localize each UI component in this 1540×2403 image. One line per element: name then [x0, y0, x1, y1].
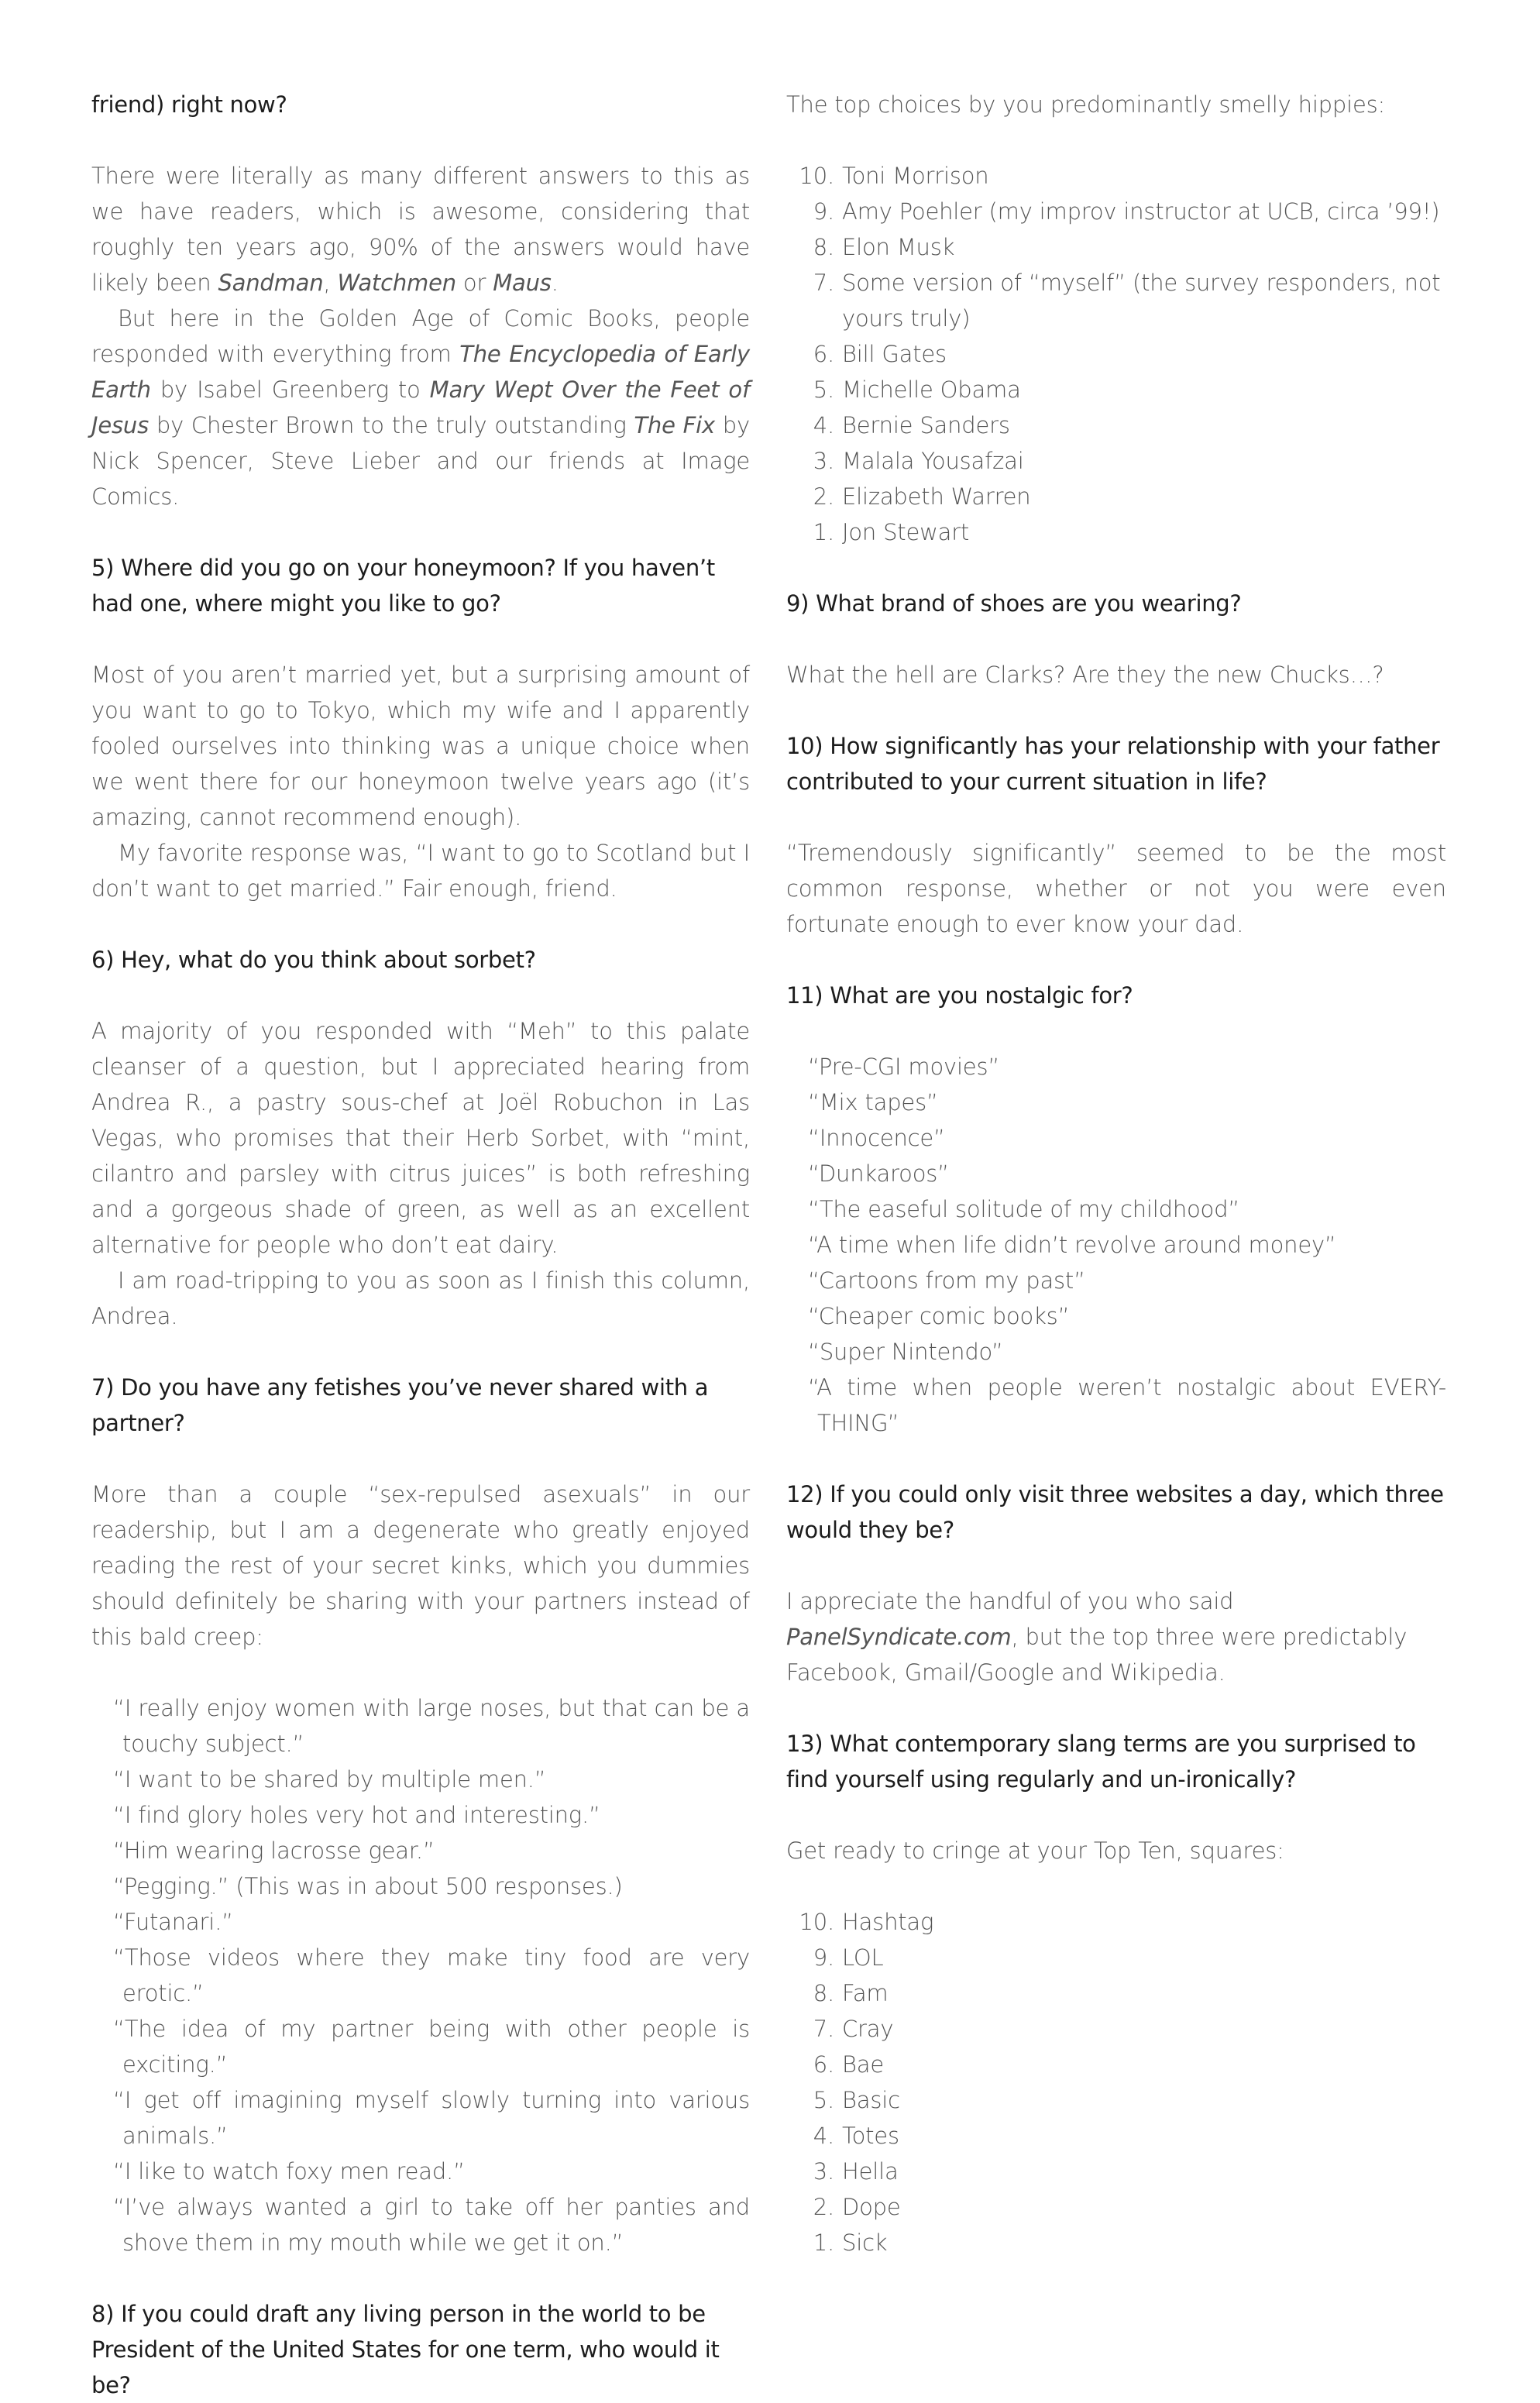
answer-13-intro: Get ready to cringe at your Top Ten, squares: — [786, 1837, 1284, 1864]
president-top-ten-list — [786, 158, 1446, 550]
list-item: 6. Bae — [813, 2051, 885, 2078]
list-item: 3. Malala Yousafzai — [813, 448, 1024, 474]
list-item: 7. Cray — [813, 2016, 894, 2042]
fetish-quotes-list — [91, 1690, 750, 2260]
list-item: “Pre-CGI movies” — [808, 1054, 1000, 1080]
list-item: “I find glory holes very hot and interesting.” — [113, 1802, 600, 1828]
slang-top-ten-list — [786, 1904, 1446, 2260]
list-item: “Pegging.” (This was in about 500 responses.) — [113, 1873, 623, 1899]
answer-9: What the hell are Clarks? Are they the new Chucks…? — [786, 662, 1384, 688]
list-item: “I want to be shared by multiple men.” — [113, 1766, 546, 1793]
list-item: 9. LOL — [813, 1944, 884, 1971]
list-item: “Cheaper comic books” — [808, 1303, 1070, 1329]
list-item: 5. Basic — [813, 2087, 900, 2113]
list-item: 1. Sick — [813, 2229, 888, 2256]
list-item: “I get off imagining myself slowly turning into various animals.” — [113, 2087, 750, 2149]
list-item: “Cartoons from my past” — [808, 1267, 1085, 1294]
list-item: 2. Dope — [813, 2194, 901, 2220]
answer-5-paragraph-2: My favorite response was, “I want to go to Scotland but I don’t want to get married.” Fair enough, friend. — [91, 840, 750, 902]
answer-6-paragraph-1: A majority of you responded with “Meh” to this palate cleanser of a question, but I appreciated hearing from Andrea R., a pastry sous-chef at Joël Robuchon in Las Vegas, who promises that their Herb Sorbet, with “mint, cilantro and parsley with citrus juices” is both refreshing and a gorgeous shade of green, as well as an excellent alternative for people who don’t eat dairy. — [91, 1018, 750, 1258]
answer-8-intro: The top choices by you predominantly smelly hippies: — [786, 91, 1386, 118]
left-column — [91, 87, 750, 2403]
answer-10: “Tremendously significantly” seemed to be the most common response, whether or not you were even fortunate enough to ever know your dad. — [786, 840, 1446, 937]
list-item: “The easeful solitude of my childhood” — [808, 1196, 1240, 1222]
list-item: “Super Nintendo” — [808, 1339, 1003, 1365]
list-item: “The idea of my partner being with other people is exciting.” — [113, 2016, 750, 2078]
list-item: “Him wearing lacrosse gear.” — [113, 1837, 435, 1864]
question-11: 11) What are you nostalgic for? — [786, 982, 1133, 1009]
list-item: “Those videos where they make tiny food are very erotic.” — [113, 1944, 750, 2006]
answer-12: I appreciate the handful of you who said PanelSyndicate.com, but the top three were predictably Facebook, Gmail/Google and Wikipedia. — [786, 1588, 1408, 1686]
list-item: 2. Elizabeth Warren — [813, 483, 1031, 510]
list-item: 9. Amy Poehler (my improv instructor at UCB, circa ’99!) — [813, 198, 1440, 225]
list-item: 4. Bernie Sanders — [813, 412, 1010, 438]
answer-7-paragraph: More than a couple “sex-repulsed asexuals” in our readership, but I am a degenerate who greatly enjoyed reading the rest of your secret kinks, which you dummies should definitely be sharing with your partners instead of this bald creep: — [91, 1481, 750, 1650]
list-item: 4. Totes — [813, 2123, 899, 2149]
list-item: “A time when people weren’t nostalgic about EVERY-THING” — [808, 1374, 1446, 1436]
list-item: “I’ve always wanted a girl to take off her panties and shove them in my mouth while we get it on.” — [113, 2194, 750, 2256]
list-item: “Futanari.” — [113, 1909, 233, 1935]
list-item: “Mix tapes” — [808, 1089, 938, 1116]
answer-5-paragraph-1: Most of you aren’t married yet, but a surprising amount of you want to go to Tokyo, which my wife and I apparently fooled ourselves into thinking was a unique choice when we went there for our honeymoon twelve years ago (it’s amazing, cannot recommend enough). — [91, 662, 750, 830]
question-9: 9) What brand of shoes are you wearing? — [786, 590, 1242, 617]
question-4-tail: friend) right now? — [91, 91, 287, 118]
list-item: “A time when life didn’t revolve around money” — [808, 1232, 1336, 1258]
list-item: “Innocence” — [808, 1125, 945, 1151]
list-item: “Dunkaroos” — [808, 1160, 949, 1187]
answer-4-paragraph-1: There were literally as many different answers to this as we have readers, which is awesome, considering that roughly ten years ago, 90% of the answers would have likely been Sandman, Watchmen or Maus. — [91, 163, 750, 296]
list-item: 3. Hella — [813, 2158, 899, 2185]
question-10: 10) How significantly has your relationship with your father contributed to your current situation in life? — [786, 733, 1440, 795]
list-item: 10. Hashtag — [799, 1909, 934, 1935]
list-item: 10. Toni Morrison — [799, 163, 989, 189]
right-column — [786, 87, 1446, 2260]
list-item: “I like to watch foxy men read.” — [113, 2158, 465, 2185]
question-13: 13) What contemporary slang terms are you surprised to find yourself using regularly and un-ironically? — [786, 1731, 1416, 1793]
question-5: 5) Where did you go on your honeymoon? If you haven’t had one, where might you like to go? — [91, 555, 715, 617]
question-8: 8) If you could draft any living person in the world to be President of the United States for one term, who would it be? — [91, 2301, 720, 2398]
answer-6-paragraph-2: I am road-tripping to you as soon as I finish this column, Andrea. — [91, 1267, 750, 1329]
list-item: 8. Elon Musk — [813, 234, 955, 260]
answer-4-paragraph-2: But here in the Golden Age of Comic Books, people responded with everything from The Encyclopedia of Early Earth by Isabel Greenberg to Mary Wept Over the Feet of Jesus by Chester Brown to the truly outstanding The Fix by Nick Spencer, Steve Lieber and our friends at Image Comics. — [91, 305, 750, 510]
question-6: 6) Hey, what do you think about sorbet? — [91, 947, 536, 973]
list-item: 7. Some version of “myself” (the survey responders, not yours truly) — [813, 270, 1441, 332]
list-item: 5. Michelle Obama — [813, 376, 1021, 403]
list-item: 8. Fam — [813, 1980, 889, 2006]
question-12: 12) If you could only visit three websites a day, which three would they be? — [786, 1481, 1444, 1543]
list-item: 1. Jon Stewart — [813, 519, 970, 545]
nostalgia-quotes-list — [786, 1049, 1446, 1441]
question-7: 7) Do you have any fetishes you’ve never shared with a partner? — [91, 1374, 709, 1436]
list-item: 6. Bill Gates — [813, 341, 947, 367]
list-item: “I really enjoy women with large noses, but that can be a touchy subject.” — [113, 1695, 750, 1757]
